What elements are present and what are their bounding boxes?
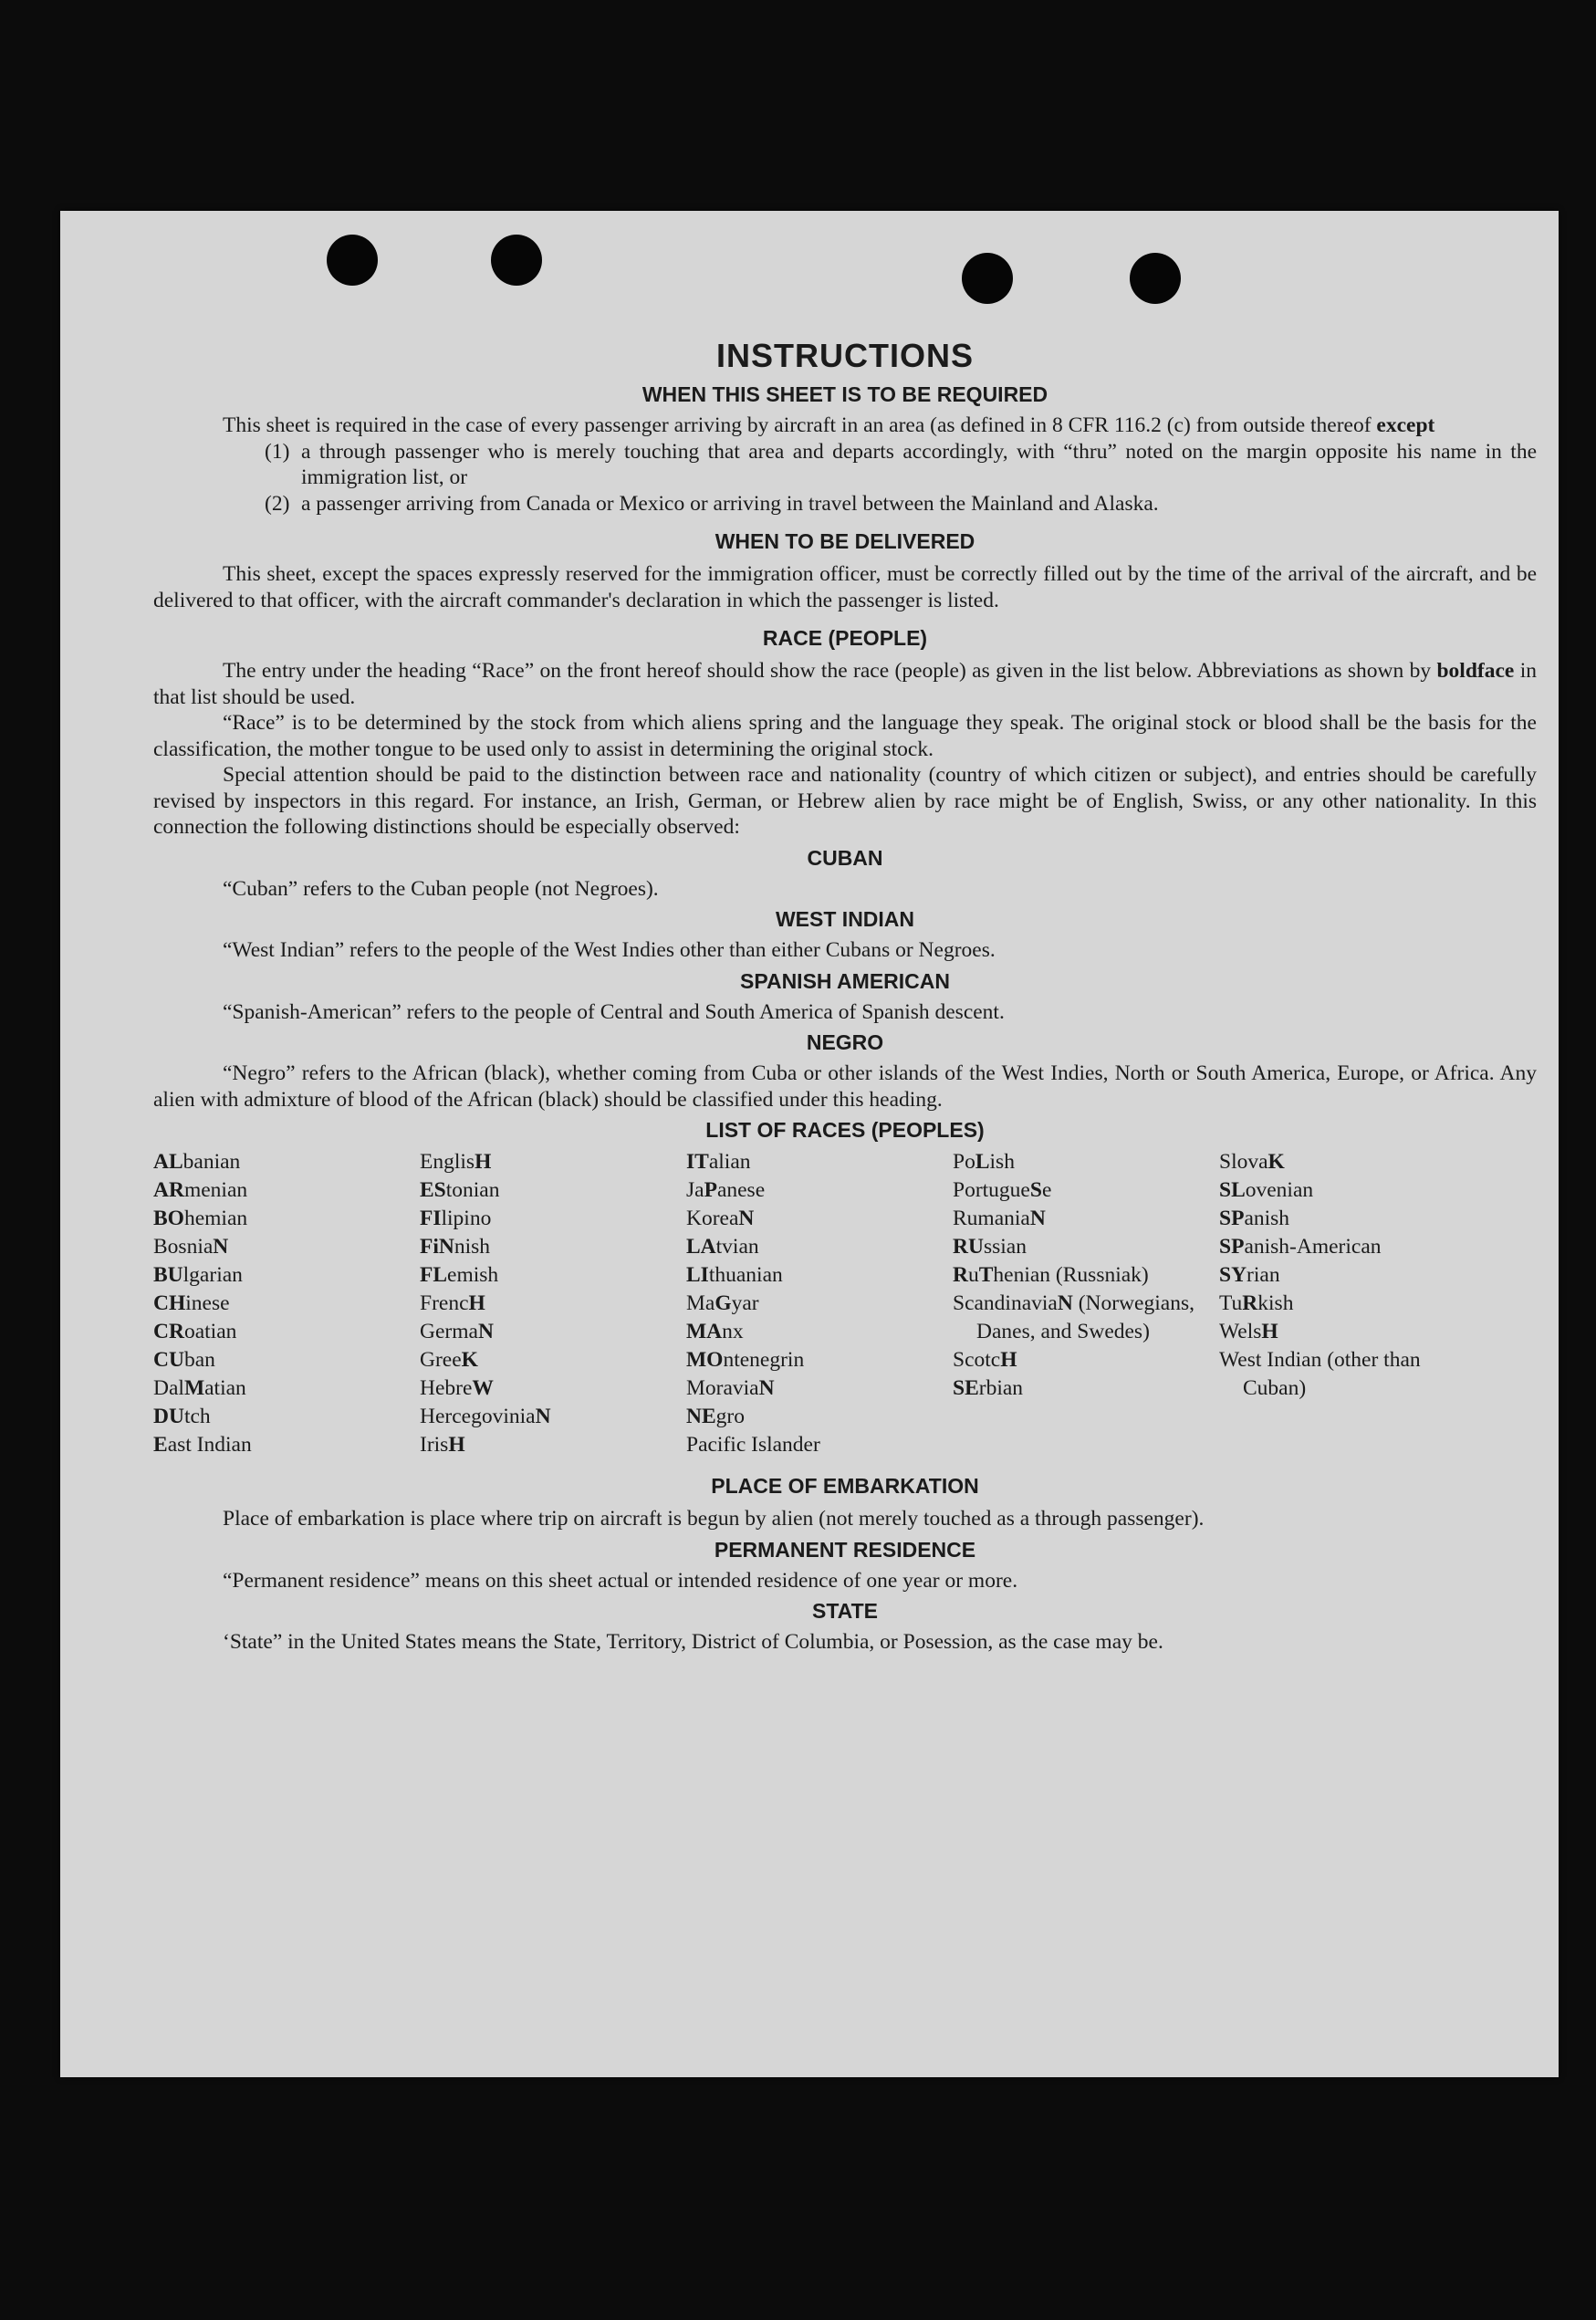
race-entry: CRoatian — [153, 1320, 237, 1343]
delivered-text: This sheet, except the spaces expressly reserved for the immigration officer, must be correctly filled out by the time of the arrival of the aircraft, and be delivered to that officer, with the aircraft commander's declaration in which the passenger is listed. — [153, 562, 1537, 612]
race-entry: SLovenian — [1219, 1178, 1314, 1202]
race-entry: BosniaN — [153, 1235, 229, 1259]
race-entry: ARmenian — [153, 1178, 248, 1202]
race-entry: FIlipino — [420, 1207, 492, 1230]
race-entry: EStonian — [420, 1178, 500, 1202]
race-column — [1219, 1148, 1486, 1459]
race-entry: SYrian — [1219, 1263, 1280, 1287]
heading-embarkation: PLACE OF EMBARKATION — [711, 1474, 979, 1498]
punch-hole — [962, 253, 1013, 304]
race-column — [686, 1148, 953, 1459]
exception-item-1: (1) a through passenger who is merely touching that area and departs accordingly, with “thru” noted on the margin opposite his name in the immigration list, or — [265, 439, 1537, 489]
punch-hole — [1130, 253, 1181, 304]
race-entry: BUlgarian — [153, 1263, 243, 1287]
race-entry: HebreW — [420, 1376, 494, 1400]
embarkation-text: Place of embarkation is place where trip on aircraft is begun by alien (not merely touched as a through passenger). — [223, 1507, 1205, 1531]
race-entry: GermaN — [420, 1320, 494, 1343]
heading-list-of-races: LIST OF RACES (PEOPLES) — [705, 1118, 985, 1142]
race-entry: RuThenian (Russniak) — [953, 1263, 1149, 1287]
race-entry: SPanish-American — [1219, 1235, 1382, 1259]
race-entry: IrisH — [420, 1433, 465, 1457]
race-paragraph-3: Special attention should be paid to the distinction between race and nationality (country of which citizen or subject), and entries should be carefully revised by inspectors in this regard. For instance, an Irish, German, or Hebrew alien by race might be of English, Swiss, or any other nationality. In this connection the following distinctions should be especially observed: — [153, 763, 1537, 839]
race-entry: DUtch — [153, 1405, 211, 1428]
cuban-text: “Cuban” refers to the Cuban people (not Negroes). — [223, 876, 659, 901]
race-paragraph-2: “Race” is to be determined by the stock from which aliens spring and the language they speak. The original stock or blood shall be the basis for the classification, the mother tongue to be used only to assist in determining the original stock. — [153, 711, 1537, 761]
race-entry: DalMatian — [153, 1376, 246, 1400]
race-entry: SPanish — [1219, 1207, 1290, 1230]
race-entry: HercegoviniaN — [420, 1405, 551, 1428]
race-entry: RUssian — [953, 1235, 1027, 1259]
punch-hole — [327, 235, 378, 286]
race-entry: SErbian — [953, 1376, 1024, 1400]
page-title: INSTRUCTIONS — [716, 337, 974, 374]
race-entry: FrencH — [420, 1291, 485, 1315]
race-entry: WelsH — [1219, 1320, 1278, 1343]
race-entry: NEgro — [686, 1405, 745, 1428]
required-intro: This sheet is required in the case of every passenger arriving by aircraft in an area (as defined in 8 CFR 116.2 (c) from outside thereof except — [223, 413, 1435, 437]
race-entry: TuRkish — [1219, 1291, 1294, 1315]
heading-race: RACE (PEOPLE) — [762, 626, 928, 650]
race-entry: East Indian — [153, 1433, 252, 1457]
race-column — [153, 1148, 420, 1459]
heading-delivered: WHEN TO BE DELIVERED — [715, 529, 975, 553]
state-text: ‘State” in the United States means the State, Territory, District of Columbia, or Posession, as the case may be. — [223, 1630, 1163, 1654]
race-entry: FiNnish — [420, 1235, 491, 1259]
race-entry: RumaniaN — [953, 1207, 1046, 1230]
race-paragraph-1: The entry under the heading “Race” on the front hereof should show the race (people) as given in the list below. Abbreviations as shown by boldface in that list should be used. — [153, 659, 1537, 709]
race-entry: Pacific Islander — [686, 1433, 820, 1457]
race-entry: CHinese — [153, 1291, 230, 1315]
race-entry: ALbanian — [153, 1150, 241, 1174]
race-entry: FLemish — [420, 1263, 499, 1287]
heading-negro: NEGRO — [806, 1030, 884, 1054]
race-column — [953, 1148, 1219, 1459]
race-column — [420, 1148, 686, 1459]
race-entry: GreeK — [420, 1348, 478, 1372]
race-entry: EnglisH — [420, 1150, 492, 1174]
heading-state: STATE — [812, 1599, 878, 1623]
negro-text: “Negro” refers to the African (black), whether coming from Cuba or other islands of the West Indies, North or South America, Europe, or Africa. Any alien with admixture of blood of the African (black) should be classified under this heading. — [153, 1061, 1537, 1112]
race-entry: MOntenegrin — [686, 1348, 805, 1372]
race-entry: LAtvian — [686, 1235, 759, 1259]
heading-cuban: CUBAN — [807, 845, 883, 870]
heading-spanish-american: SPANISH AMERICAN — [739, 968, 950, 993]
race-entry: PoLish — [953, 1150, 1015, 1174]
race-entry: ScotcH — [953, 1348, 1017, 1372]
race-entry: KoreaN — [686, 1207, 755, 1230]
race-entry: SlovaK — [1219, 1150, 1285, 1174]
race-entry: ITalian — [686, 1150, 751, 1174]
race-entry: LIthuanian — [686, 1263, 783, 1287]
exception-item-2: (2) a passenger arriving from Canada or Mexico or arriving in travel between the Mainland and Alaska. — [265, 491, 1159, 516]
race-entry: PortugueSe — [953, 1178, 1052, 1202]
race-entry: MaGyar — [686, 1291, 759, 1315]
heading-west-indian: WEST INDIAN — [775, 907, 915, 931]
race-entry: JaPanese — [686, 1178, 766, 1202]
residence-text: “Permanent residence” means on this sheet actual or intended residence of one year or more. — [223, 1568, 1018, 1593]
race-entry: CUban — [153, 1348, 215, 1372]
punch-hole — [491, 235, 542, 286]
west-indian-text: “West Indian” refers to the people of the West Indies other than either Cubans or Negroes. — [223, 938, 996, 962]
heading-permanent-residence: PERMANENT RESIDENCE — [714, 1537, 976, 1562]
document-sheet — [60, 211, 1559, 2077]
race-list — [153, 1148, 1537, 1459]
race-entry: ScandinaviaN (Norwegians, Danes, and Swedes) — [953, 1291, 1194, 1343]
instructions-content — [153, 337, 1537, 1656]
race-entry: MAnx — [686, 1320, 744, 1343]
heading-required: WHEN THIS SHEET IS TO BE REQUIRED — [642, 382, 1048, 406]
race-entry: West Indian (other than Cuban) — [1219, 1348, 1421, 1400]
race-entry: BOhemian — [153, 1207, 248, 1230]
race-entry: MoraviaN — [686, 1376, 775, 1400]
spanish-american-text: “Spanish-American” refers to the people of Central and South America of Spanish descent. — [223, 999, 1005, 1024]
